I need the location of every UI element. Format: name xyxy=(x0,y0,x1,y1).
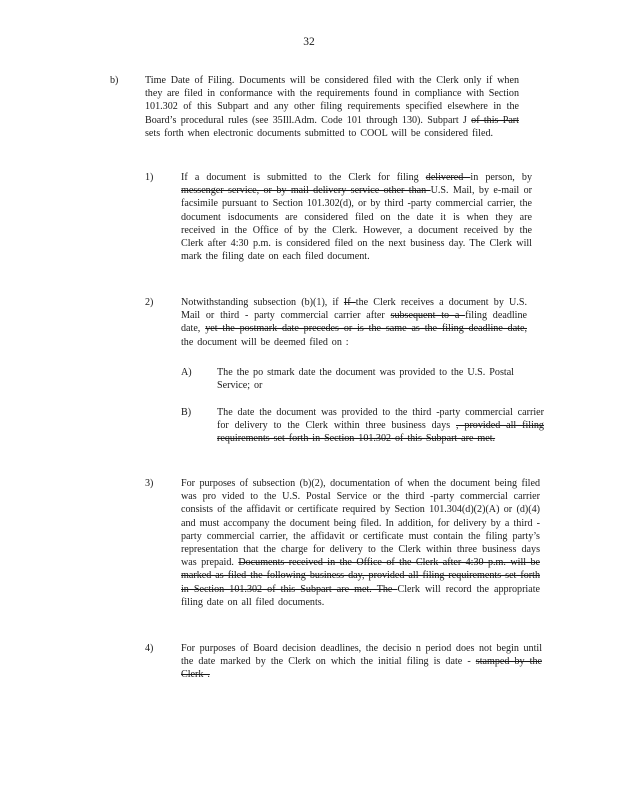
item-label: 1) xyxy=(145,172,154,183)
page-number: 32 xyxy=(303,36,315,48)
item-2-paragraph: Notwithstanding subsection (b)(1), if If the Clerk receives a document by U.S. Mail or third - party commercial carrier after subsequent to a filing deadline date, yet the postmark date precedes or is the same as the filing deadline date, the document will be deemed filed on : xyxy=(181,297,528,348)
subitem-a-paragraph: The the po stmark date the document was provided to the U.S. Postal Service; or xyxy=(217,367,514,392)
section-paragraph: Time Date of Filing. Documents will be considered filed with the Clerk only if when they are filed in conformance with the requirements found in compliance with Section 101.302 of this Subpart and any other filing requirements specified elsewhere in the Board’s procedural rules (see 35Ill.Adm. Code 101 through 130). Subpart J of this Part sets forth when electronic documents submitted to COOL will be considered filed. xyxy=(145,75,519,139)
item-3-paragraph: For purposes of subsection (b)(2), documentation of when the document being filed was pro vided to the U.S. Postal Service or the third -party commercial carrier consists of the affidavit or certificate required by Section 101.304(d)(2)(A) or (d)(4) and must accompany the document being filed. In addition, for delivery by a third - party commercial carrier, the affidavit or certificate must contain the filing party’s representation that the charge for delivery to the Clerk within three business days was prepaid. Documents received in the Office of the Clerk after 4:30 p.m. will be marked as filed the following business day, provided all filing requirements set forth in Section 101.302 of this Subpart are met. The Clerk will record the appropriate filing date on all filed documents. xyxy=(181,478,540,608)
item-4-paragraph: For purposes of Board decision deadlines, the decisio n period does not begin until the date marked by the Clerk on which the initial filing is date - stamped by the Clerk . xyxy=(181,643,542,681)
item-label: 4) xyxy=(145,643,154,654)
subitem-label: B) xyxy=(181,407,192,418)
subitem-b-paragraph: The date the document was provided to the third -party commercial carrier for delivery to the Clerk within three business days , provided all filing requirements set forth in Section 101.302 of this Subpart are met. xyxy=(217,407,544,445)
item-label: 3) xyxy=(145,478,154,489)
section-label: b) xyxy=(110,75,119,86)
item-1-paragraph: If a document is submitted to the Clerk for filing delivered in person, by messenger service, or by mail delivery service other than U.S. Mail, by e-mail or facsimile pursuant to Section 101.302(d), or by third -party commercial carrier, the document isdocuments are considered filed on the date it is when they are received in the Office of by the Clerk. However, a document received by the Clerk after 4:30 p.m. is considered filed on the next business day. The Clerk will mark the filing date on each filed document. xyxy=(181,172,532,263)
subitem-label: A) xyxy=(181,367,192,378)
item-label: 2) xyxy=(145,297,154,308)
